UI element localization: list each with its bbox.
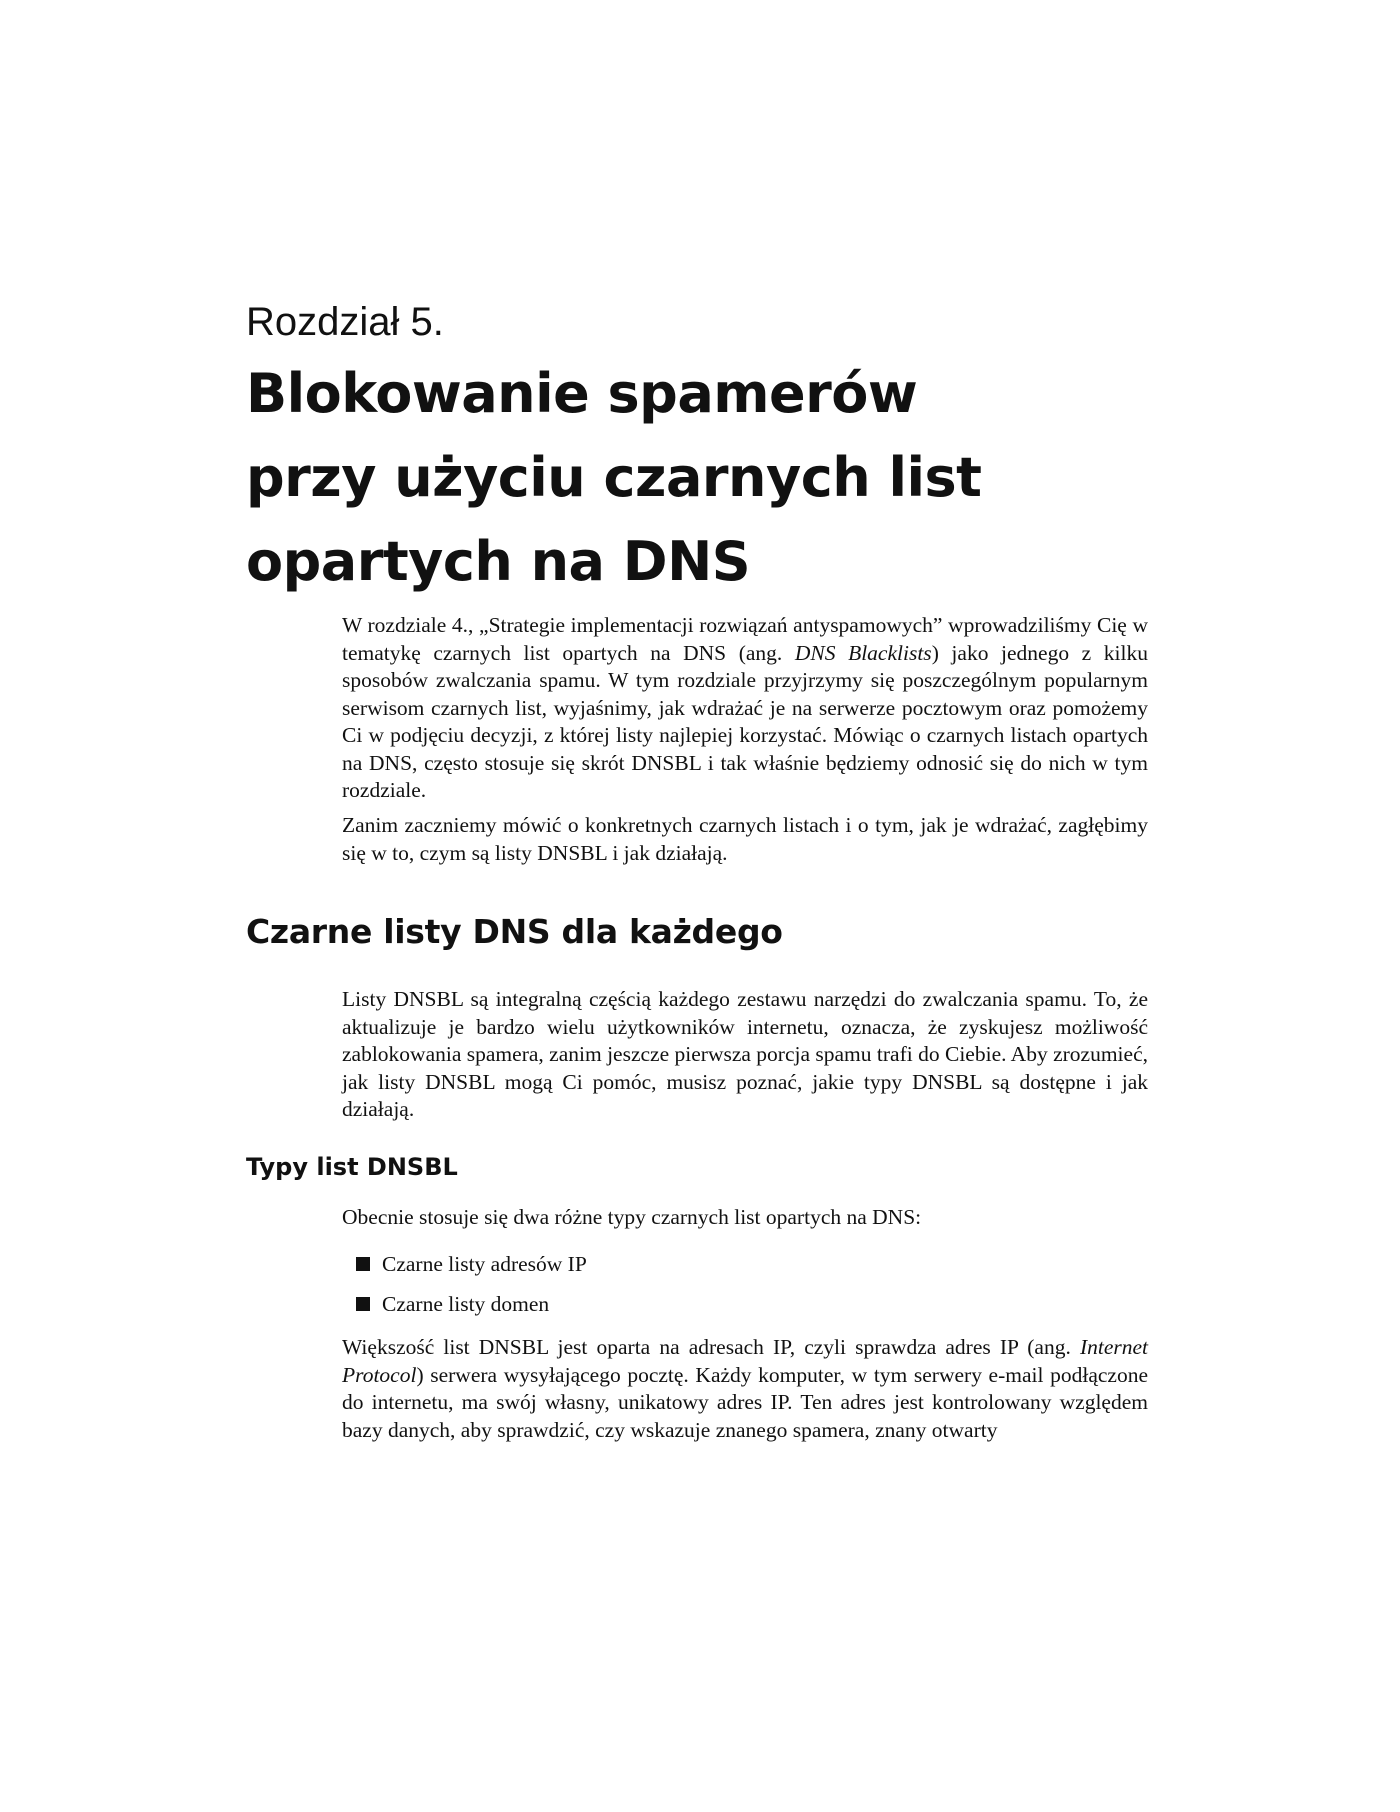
square-bullet-icon	[356, 1297, 370, 1311]
subsection-lead: Obecnie stosuje się dwa różne typy czarnych list opartych na DNS:	[342, 1205, 922, 1229]
text-run: W rozdziale 4., „Strategie implementacji rozwiązań antyspamowych” wprowadziliśmy Cię w tematykę czarnych list opartych na DNS (ang.	[342, 613, 1148, 665]
list-item-text: Czarne listy adresów IP	[382, 1251, 587, 1276]
intro-paragraph-1	[342, 612, 1148, 805]
list-item	[356, 1284, 587, 1324]
text-run: ) jako jednego z kilku sposobów zwalczania spamu. W tym rozdziale przyjrzymy się poszczególnym popularnym serwisom czarnych list, wyjaśnimy, jak wdrażać je na serwerze pocztowym oraz pomożemy Ci w podjęciu decyzji, z której listy najlepiej korzystać. Mówiąc o czarnych listach opartych na DNS, często stosuje się skrót DNSBL i tak właśnie będziemy odnosić się do nich w tym rozdziale.	[342, 640, 1149, 802]
subsection-paragraph	[342, 1334, 1148, 1444]
chapter-title-line: opartych na DNS	[246, 530, 751, 593]
chapter-label: Rozdział 5.	[246, 300, 444, 344]
square-bullet-icon	[356, 1257, 370, 1271]
subsection-heading: Typy list DNSBL	[246, 1153, 458, 1181]
emphasis-text: Internet Protocol	[342, 1335, 1148, 1387]
list-item	[356, 1244, 587, 1284]
intro-paragraph-2: Zanim zaczniemy mówić o konkretnych czarnych listach i o tym, jak je wdrażać, zagłębimy się w to, czym są listy DNSBL i jak działają.	[342, 813, 1148, 865]
list-item-text: Czarne listy domen	[382, 1291, 550, 1316]
text-run: Większość list DNSBL jest oparta na adresach IP, czyli sprawdza adres IP (ang.	[342, 1335, 1080, 1359]
emphasis-text: DNS Blacklists	[794, 640, 932, 665]
text-run: ) serwera wysyłającego pocztę. Każdy komputer, w tym serwery e-mail podłączone do internetu, ma swój własny, unikatowy adres IP. Ten adres jest kontrolowany względem bazy danych, aby sprawdzić, czy wskazuje znanego spamera, znany otwarty	[342, 1362, 1148, 1442]
chapter-title-line: Blokowanie spamerów	[246, 362, 918, 425]
section-heading: Czarne listy DNS dla każdego	[246, 912, 783, 951]
section-paragraph: Listy DNSBL są integralną częścią każdego zestawu narzędzi do zwalczania spamu. To, że aktualizuje je bardzo wielu użytkowników internetu, oznacza, że zyskujesz możliwość zablokowania spamera, zanim jeszcze pierwsza porcja spamu trafi do Ciebie. Aby zrozumieć, jak listy DNSBL mogą Ci pomóc, musisz poznać, jakie typy DNSBL są dostępne i jak działają.	[342, 987, 1148, 1121]
bullet-list	[356, 1244, 587, 1324]
chapter-title-line: przy użyciu czarnych list	[246, 446, 982, 509]
chapter-title	[246, 352, 1246, 604]
